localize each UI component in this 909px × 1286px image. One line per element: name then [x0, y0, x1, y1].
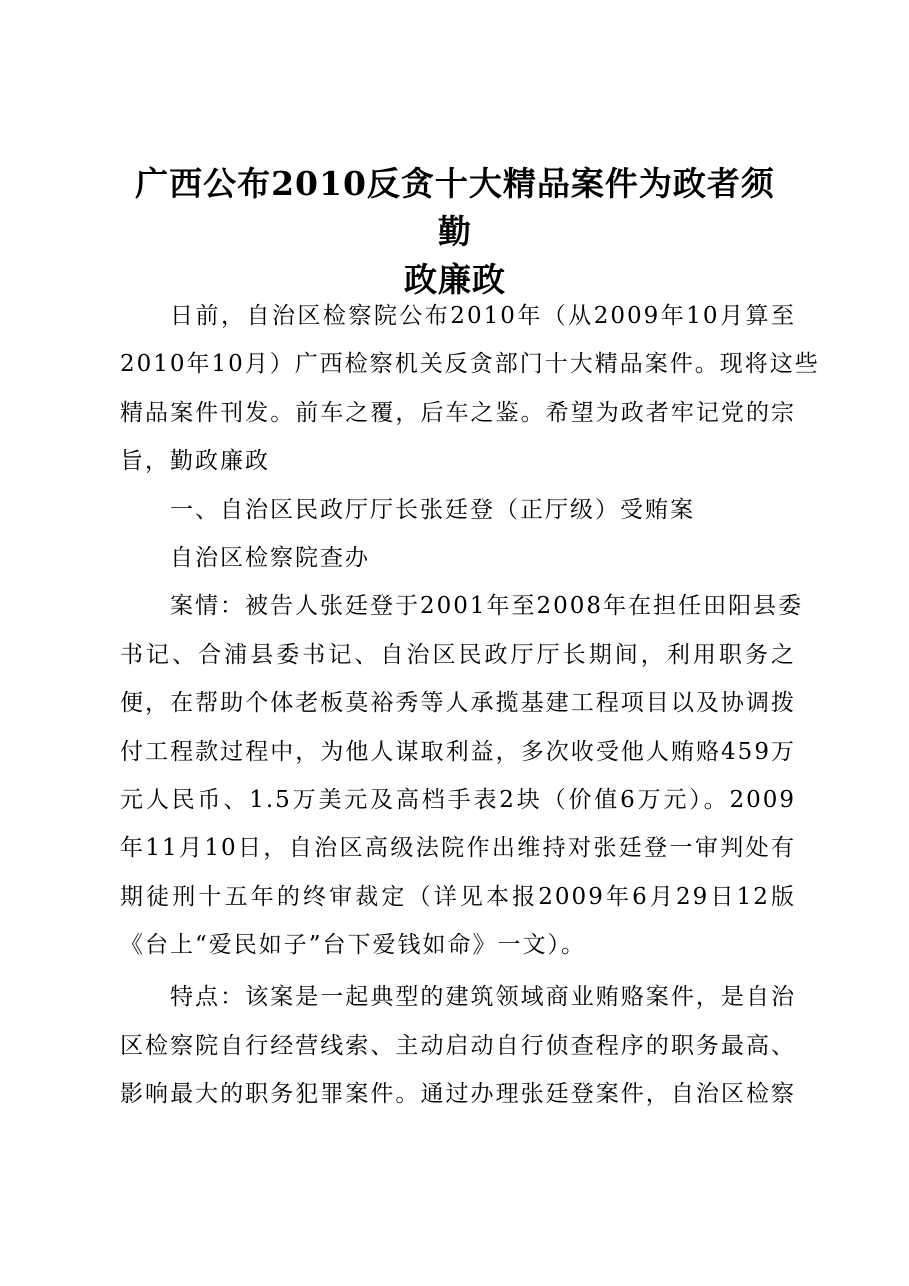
paragraph-line: 区检察院自行经营线索、主动启动自行侦查程序的职务最高、 — [120, 1032, 796, 1059]
paragraph-line: 2010年10月）广西检察机关反贪部门十大精品案件。现将这些 — [120, 351, 820, 378]
paragraph-line: 书记、合浦县委书记、自治区民政厅厅长期间，利用职务之 — [120, 641, 796, 668]
paragraph-line: 年11月10日，自治区高级法院作出维持对张廷登一审判处有 — [120, 835, 796, 862]
paragraph-line: 旨，勤政廉政 — [120, 448, 270, 475]
paragraph-line: 特点：该案是一起典型的建筑领域商业贿赂案件，是自治 — [170, 984, 796, 1011]
section-heading-case-1 — [120, 486, 796, 534]
paragraph-line: 影响最大的职务犯罪案件。通过办理张廷登案件，自治区检察 — [120, 1081, 796, 1108]
paragraph-line: 便，在帮助个体老板莫裕秀等人承揽基建工程项目以及协调拨 — [120, 690, 796, 717]
paragraph-line: 自治区检察院查办 — [170, 544, 370, 571]
paragraph-line: 期徒刑十五年的终审裁定（详见本报2009年6月29日12版 — [120, 883, 796, 910]
title-line-2: 政廉政 — [404, 260, 506, 299]
paragraph-intro — [120, 292, 820, 486]
paragraph-line: 日前，自治区检察院公布2010年（从2009年10月算至 — [170, 303, 796, 329]
paragraph-case-details — [120, 582, 804, 969]
paragraph-line: 案情：被告人张廷登于2001年至2008年在担任田阳县委 — [170, 593, 804, 620]
document-title — [120, 160, 790, 304]
paragraph-line: 付工程款过程中，为他人谋取利益，多次收受他人贿赂459万 — [120, 738, 796, 765]
paragraph-line: 《台上“爱民如子”台下爱钱如命》一文）。 — [120, 932, 587, 959]
document-body — [120, 292, 820, 1119]
title-line-1: 广西公布2010反贪十大精品案件为政者须勤 — [135, 164, 775, 251]
paragraph-investigator — [120, 534, 796, 582]
paragraph-line: 元人民币、1.5万美元及高档手表2块（价值6万元）。2009 — [120, 786, 796, 813]
paragraph-case-features — [120, 973, 796, 1118]
paragraph-line: 精品案件刊发。前车之覆，后车之鉴。希望为政者牢记党的宗 — [120, 399, 796, 426]
paragraph-line: 一、自治区民政厅厅长张廷登（正厅级）受贿案 — [170, 496, 695, 523]
